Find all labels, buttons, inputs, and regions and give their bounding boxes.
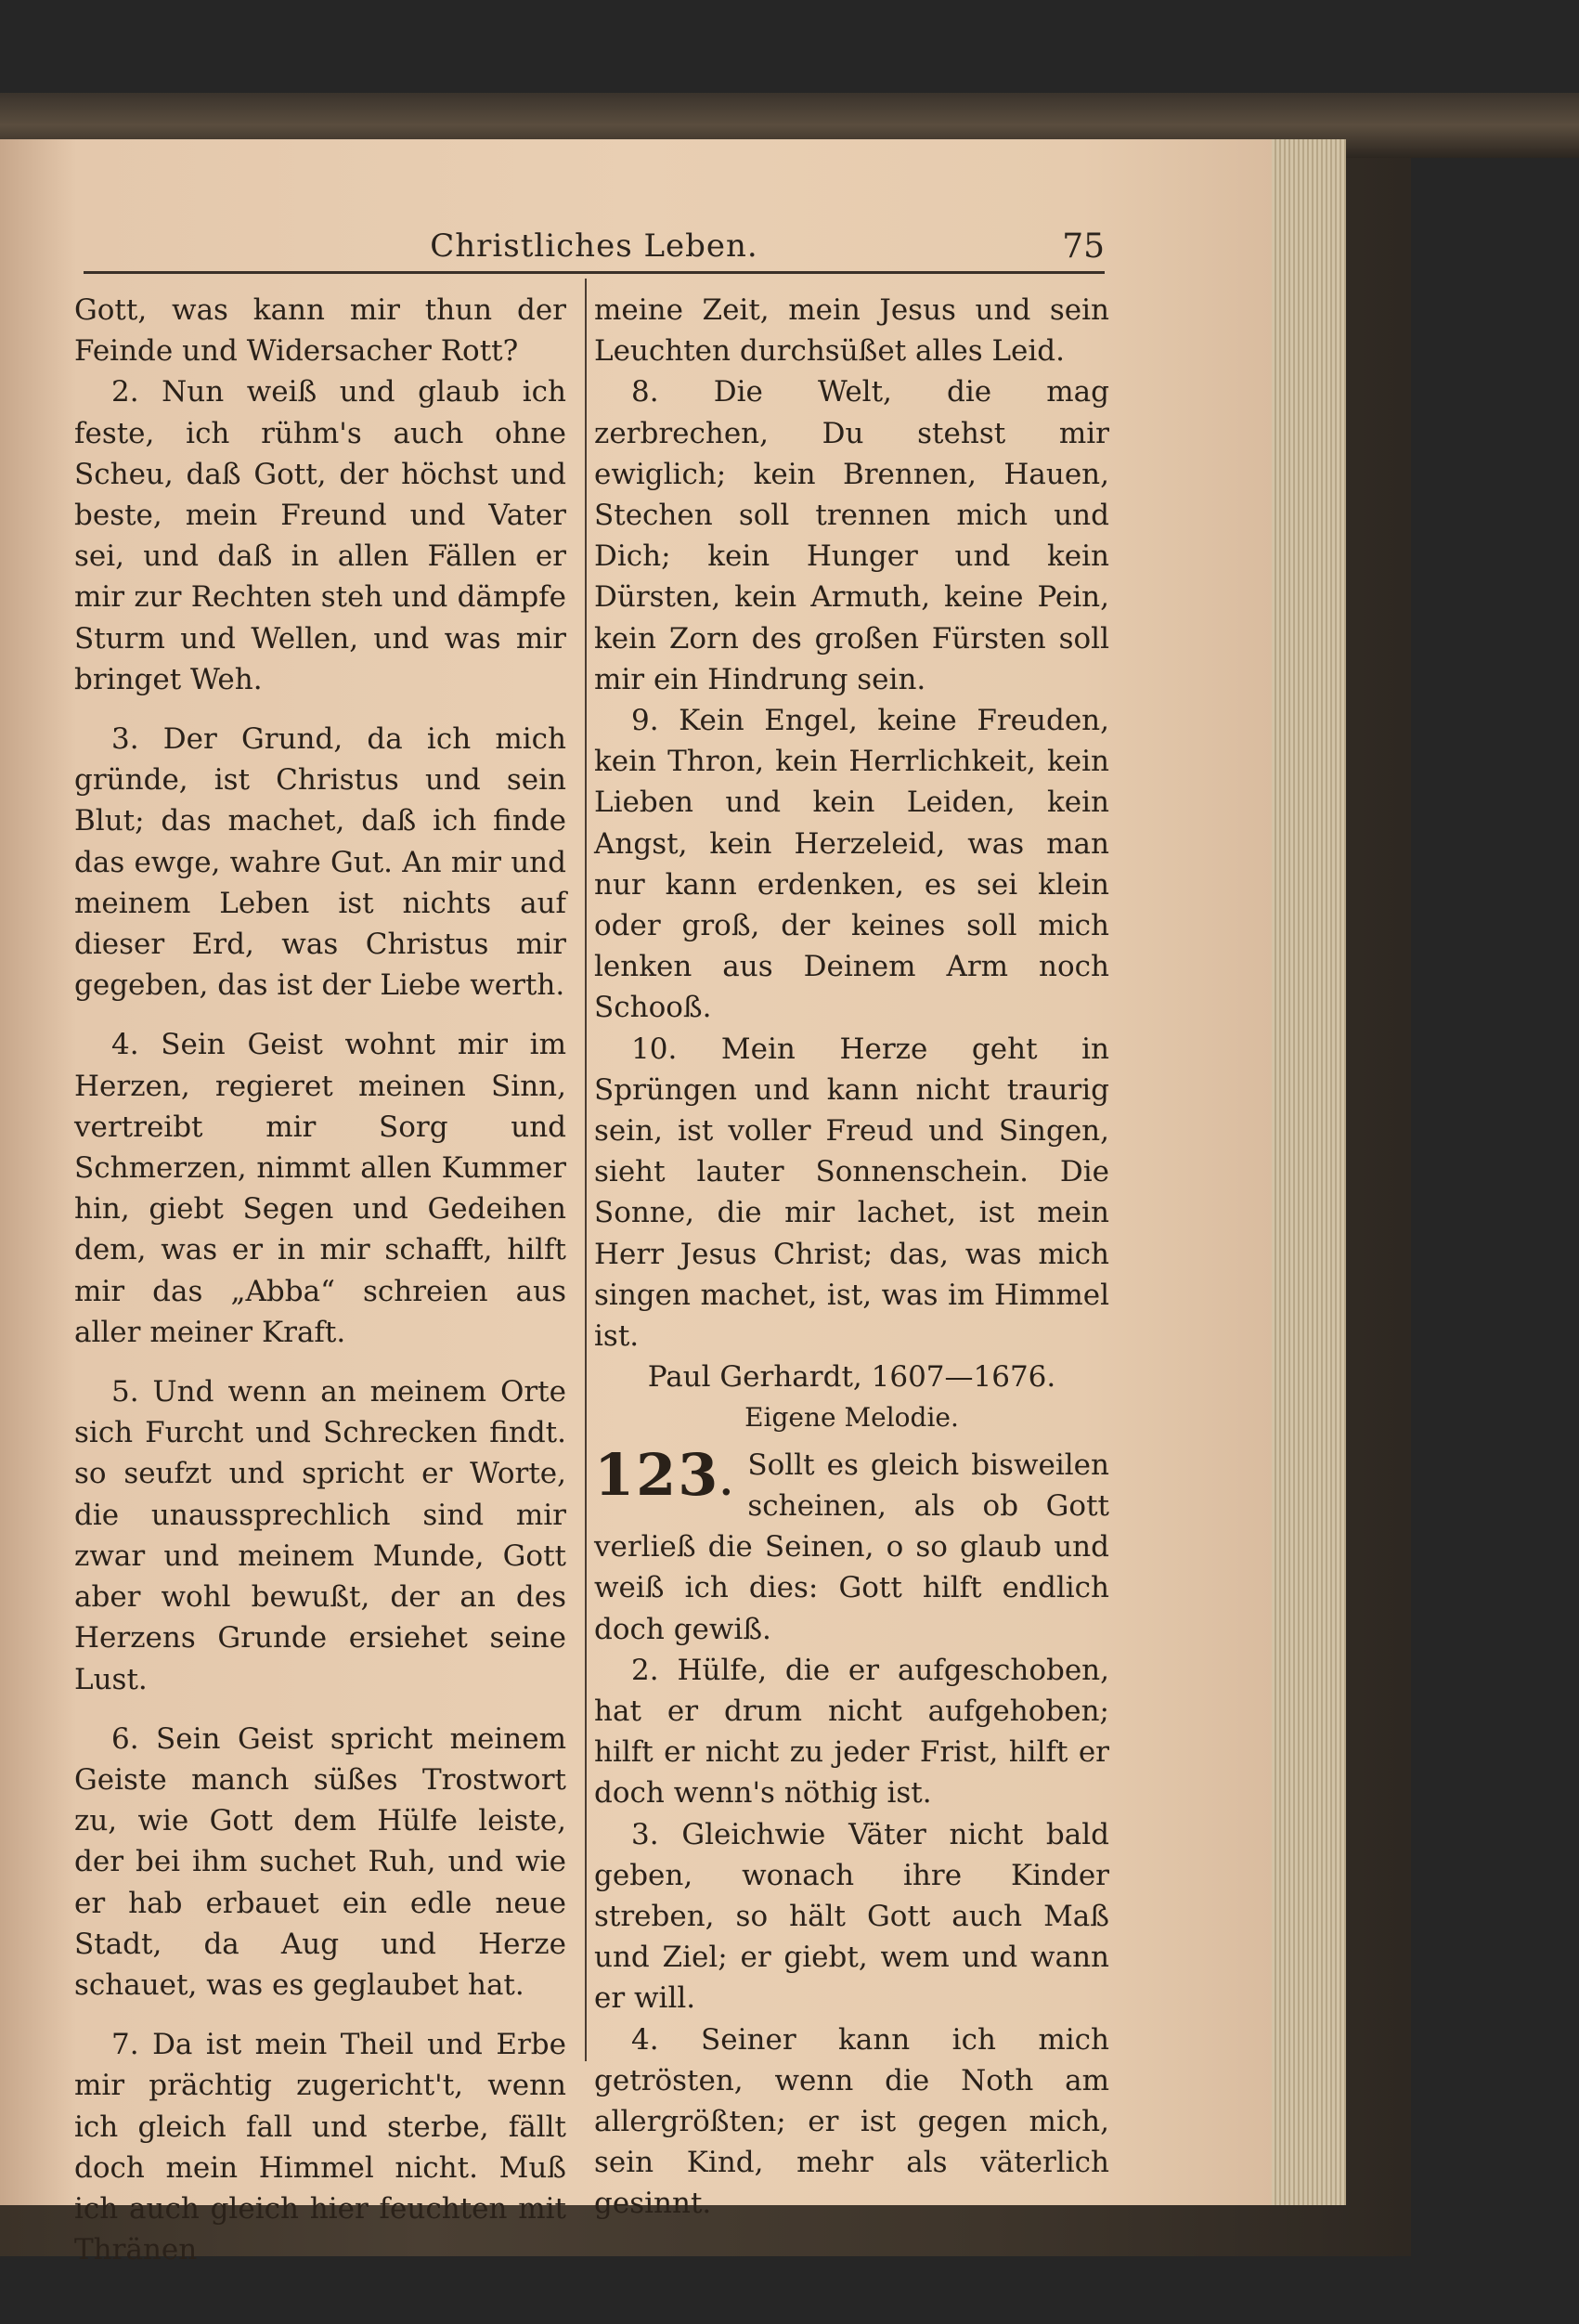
- verse: 2. Nun weiß und glaub ich feste, ich rühm's auch ohne Scheu, daß Gott, der höchst und beste, mein Freund und Vater sei, und daß in allen Fällen er mir zur Rechten steh und dämpfe Sturm und Wellen, und was mir bringet Weh.: [74, 375, 566, 696]
- running-head: [84, 227, 1105, 274]
- melody-note: Eigene Melodie.: [744, 1402, 959, 1434]
- verse-continuation: Gott, was kann mir thun der Feinde und Widersacher Rott?: [74, 293, 566, 369]
- page-number: 75: [1062, 227, 1105, 266]
- column-divider: [585, 279, 587, 2061]
- hymn-author: Paul Gerhardt, 1607—1676.: [647, 1360, 1056, 1395]
- verse: 7. Da ist mein Theil und Erbe mir prächtig zugericht't, wenn ich gleich fall und sterbe, fällt doch mein Himmel nicht. Muß ich auch gleich hier feuchten mit Thränen: [74, 2028, 566, 2267]
- right-column: [594, 290, 1109, 2225]
- verse: 2. Hülfe, die er aufgeschoben, hat er drum nicht aufgehoben; hilft er nicht zu jeder Frist, hilft er doch wenn's nöthig ist.: [594, 1653, 1109, 1811]
- verse: 4. Sein Geist wohnt mir im Herzen, regieret meinen Sinn, vertreibt mir Sorg und Schmerzen, nimmt allen Kummer hin, giebt Segen und Gedeihen dem, was er in mir schafft, hilft mir das „Abba“ schreien aus aller meiner Kraft.: [74, 1028, 566, 1349]
- header-rule: [84, 271, 1105, 274]
- hymn-number: 123.: [594, 1440, 735, 1509]
- hymn-123: [594, 1440, 1109, 1650]
- left-column: [74, 290, 566, 2270]
- verse: 3. Gleichwie Väter nicht bald geben, wonach ihre Kinder streben, so hält Gott auch Maß und Ziel; er giebt, wem und wann er will.: [594, 1817, 1109, 2016]
- verse: 6. Sein Geist spricht meinem Geiste manch süßes Trostwort zu, wie Gott dem Hülfe leiste, der bei ihm suchet Ruh, und wie er hab erbauet ein edle neue Stadt, da Aug und Herze schauet, was es geglaubet hat.: [74, 1721, 566, 2002]
- verse-continuation: meine Zeit, mein Jesus und sein Leuchten durchsüßet alles Leid.: [594, 293, 1109, 369]
- running-head-title: Christliches Leben.: [430, 227, 758, 265]
- verse: 4. Seiner kann ich mich getrösten, wenn die Noth am allergrößten; er ist gegen mich, sein Kind, mehr als väterlich gesinnt.: [594, 2022, 1109, 2221]
- verse: 9. Kein Engel, keine Freuden, kein Thron, kein Herrlichkeit, kein Lieben und kein Leiden, kein Angst, kein Herzeleid, was man nur kann erdenken, es sei klein oder groß, der keines soll mich lenken aus Deinem Arm noch Schooß.: [594, 704, 1109, 1025]
- verse: 8. Die Welt, die mag zerbrechen, Du stehst mir ewiglich; kein Brennen, Hauen, Stechen soll trennen mich und Dich; kein Hunger und kein Dürsten, kein Armuth, keine Pein, kein Zorn des großen Fürsten soll mir ein Hindrung sein.: [594, 375, 1109, 696]
- verse: 5. Und wenn an meinem Orte sich Furcht und Schrecken findt. so seufzt und spricht er Worte, die unaussprechlich sind mir zwar und meinem Munde, Gott aber wohl bewußt, der an des Herzens Grunde ersiehet seine Lust.: [74, 1375, 566, 1696]
- verse: 10. Mein Herze geht in Sprüngen und kann nicht traurig sein, ist voller Freud und Singen, sieht lauter Sonnenschein. Die Sonne, die mir lachet, ist mein Herr Jesus Christ; das, was mich singen machet, ist, was im Himmel ist.: [594, 1032, 1109, 1354]
- hymn-first-verse: Sollt es gleich bisweilen scheinen, als ob Gott verließ die Seinen, o so glaub und weiß ich dies: Gott hilft endlich doch gewiß.: [594, 1448, 1109, 1646]
- verse: 3. Der Grund, da ich mich gründe, ist Christus und sein Blut; das machet, daß ich finde das ewge, wahre Gut. An mir und meinem Leben ist nichts auf dieser Erd, was Christus mir gegeben, das ist der Liebe werth.: [74, 722, 566, 1003]
